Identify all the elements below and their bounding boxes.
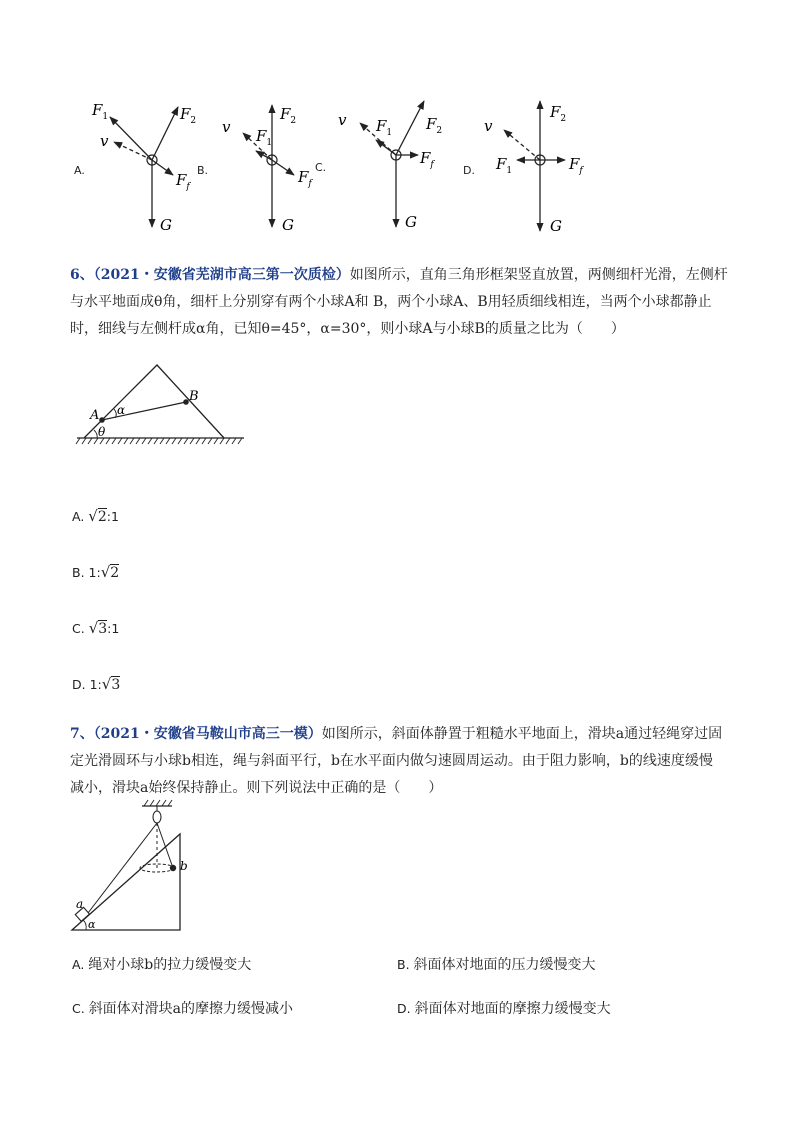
q5-force-diagrams: [60, 85, 620, 245]
label-f1: $F_1$: [92, 101, 109, 122]
q7-line3: 减小，滑块a始终保持静止。则下列说法中正确的是（ ）: [70, 780, 443, 796]
svg-text:Ff: $F_f$: [420, 149, 434, 170]
q6-line1: 6、（2021・安徽省芜湖市高三第一次质检）如图所示，直角三角形框架竖直放置，两侧细杆光滑，左侧杆: [70, 267, 728, 283]
q7-figure: [68, 796, 208, 936]
svg-text:Ff: $F_f$: [298, 168, 312, 189]
svg-text:Ff: $F_f$: [569, 155, 583, 176]
q6-option-b[interactable]: B. 1:√2: [72, 563, 120, 581]
q5-option-c[interactable]: C.: [315, 161, 327, 174]
q6-option-d[interactable]: D. 1:√3: [72, 675, 121, 693]
diagram-b: [222, 105, 313, 234]
sqrt-symbol: √: [88, 619, 99, 637]
q6-stem: [70, 262, 730, 343]
q7-label-b: b: [180, 859, 188, 873]
q6-number: 6、: [70, 267, 94, 283]
svg-text:G: G: [405, 213, 417, 231]
svg-text:v: v: [100, 132, 109, 150]
svg-text:v: v: [484, 117, 493, 135]
q6-line3: 时，细线与左侧杆成α角，已知θ=45°，α=30°，则小球A与小球B的质量之比为（ ）: [70, 321, 625, 337]
sqrt-symbol: √: [100, 563, 111, 581]
svg-text:Ff: $F_f$: [176, 171, 190, 192]
svg-text:F1: $F_1$: [376, 117, 393, 138]
q5-option-a[interactable]: A.: [74, 164, 85, 177]
q7-line1: 7、（2021・安徽省马鞍山市高三一模）如图所示，斜面体静置于粗糙水平地面上，滑块a通过轻绳穿过固: [70, 726, 723, 742]
q7-option-b[interactable]: B. 斜面体对地面的压力缓慢变大: [397, 957, 596, 973]
svg-text:G: G: [282, 216, 294, 234]
svg-text:F2: $F_2$: [280, 105, 297, 126]
svg-text:F1: $F_1$: [256, 127, 273, 148]
svg-text:F2: $F_2$: [426, 115, 443, 136]
q6-label-theta: θ: [98, 425, 106, 439]
q6-line2: 与水平地面成θ角，细杆上分别穿有两个小球A和 B，两个小球A、B用轻质细线相连，当两个小球都静止: [70, 294, 712, 310]
q7-option-c[interactable]: C. 斜面体对滑块a的摩擦力缓慢减小: [72, 1001, 294, 1017]
q5-option-b[interactable]: B.: [197, 164, 209, 177]
svg-text:G: G: [160, 216, 172, 234]
svg-text:F2: $F_2$: [180, 105, 197, 126]
diagram-c: [338, 101, 442, 231]
q7-source: （2021・安徽省马鞍山市高三一模）: [93, 726, 322, 742]
svg-text:F1: $F_1$: [496, 155, 513, 176]
sqrt-symbol: √: [88, 507, 98, 525]
q6-label-a: A: [90, 408, 100, 423]
q6-source: （2021・安徽省芜湖市高三第一次质检）: [93, 267, 350, 283]
sqrt-symbol: √: [101, 675, 112, 693]
svg-text:G: G: [550, 217, 562, 235]
diagram-d: [484, 101, 584, 235]
q7-stem: [70, 721, 730, 802]
q5-option-d[interactable]: D.: [463, 164, 475, 177]
svg-text:F2: $F_2$: [550, 103, 567, 124]
q7-number: 7、: [70, 726, 94, 742]
q6-label-alpha: α: [117, 403, 126, 417]
q6-label-b: B: [189, 389, 199, 404]
q6-option-a[interactable]: A. √2:1: [72, 507, 119, 525]
q7-label-alpha: α: [88, 918, 96, 931]
q7-label-a: a: [76, 897, 84, 911]
diagram-a: [91, 101, 196, 234]
q6-option-c[interactable]: C. √3:1: [72, 619, 120, 637]
q6-figure: [72, 360, 252, 450]
q7-line2: 定光滑圆环与小球b相连，绳与斜面平行，b在水平面内做匀速圆周运动。由于阻力影响，b的线速度缓慢: [70, 753, 713, 769]
svg-text:v: v: [222, 118, 231, 136]
svg-text:v: v: [338, 111, 347, 129]
q7-option-a[interactable]: A. 绳对小球b的拉力缓慢变大: [72, 957, 252, 973]
q7-option-d[interactable]: D. 斜面体对地面的摩擦力缓慢变大: [397, 1001, 611, 1017]
